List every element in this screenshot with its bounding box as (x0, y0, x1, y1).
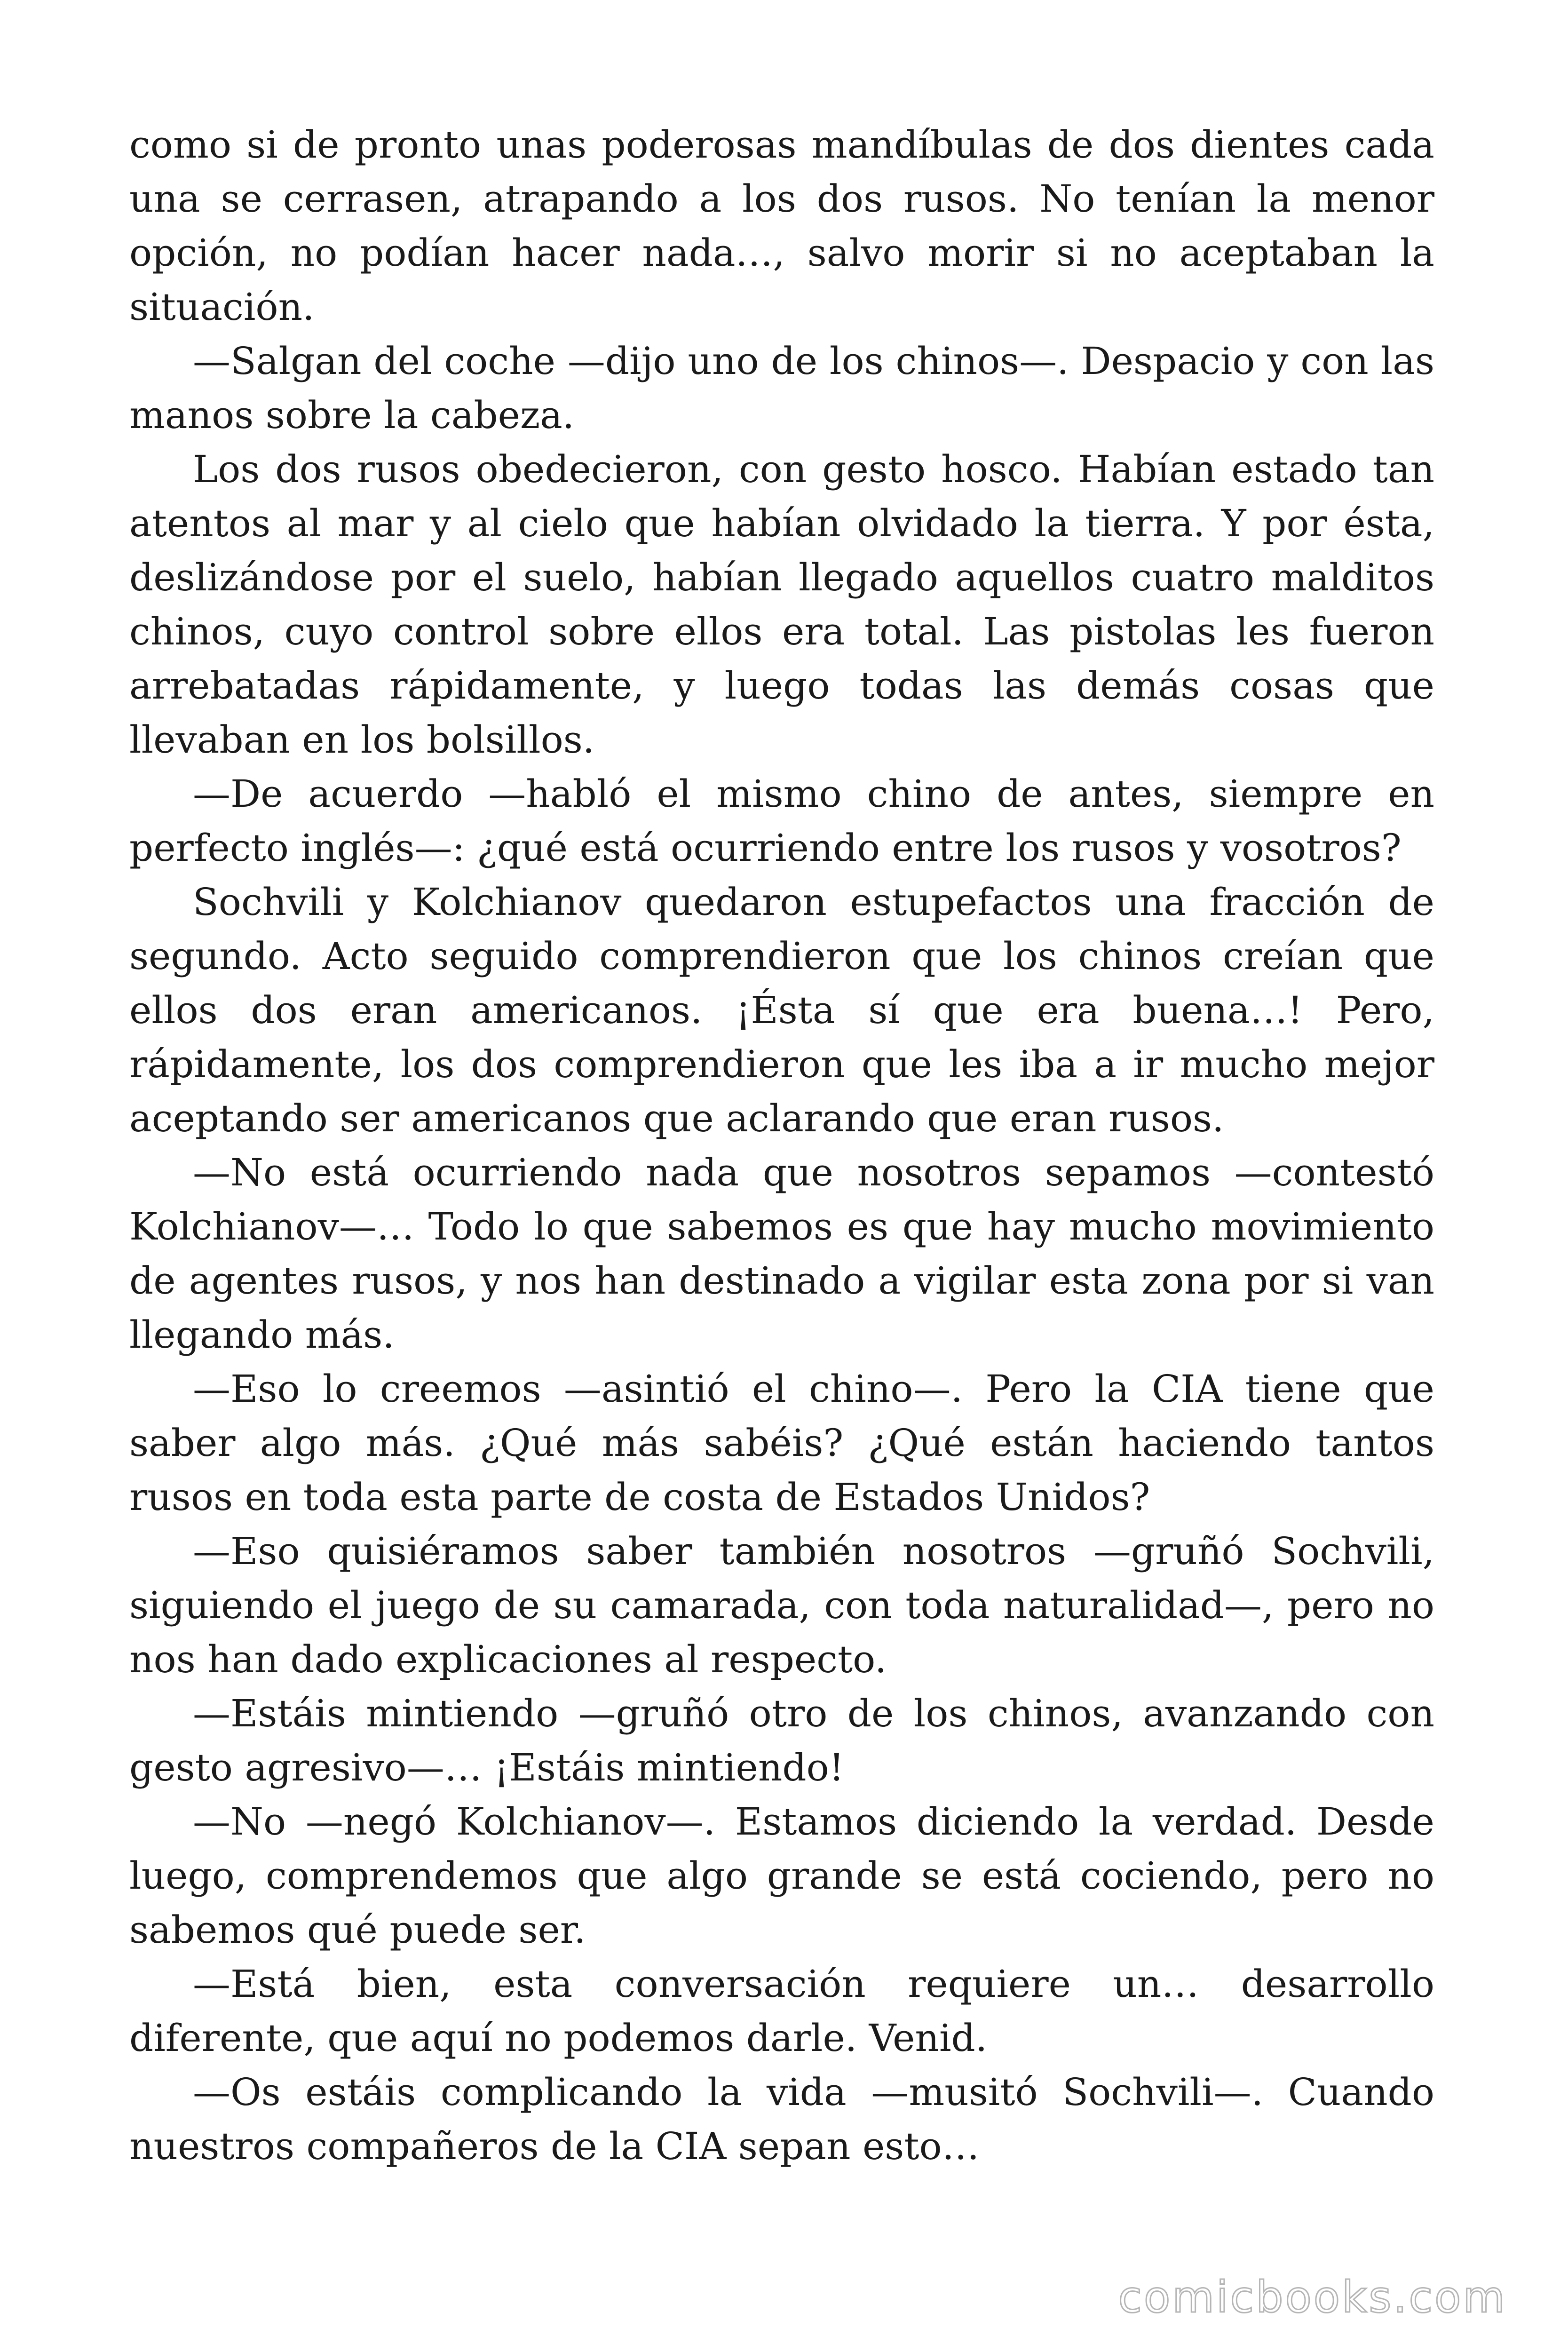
paragraph: Los dos rusos obedecieron, con gesto hosco. Habían estado tan atentos al mar y al cielo que habían olvidado la tierra. Y por ésta, deslizándose por el suelo, habían llegado aquellos cuatro malditos chinos, cuyo control sobre ellos era total. Las pistolas les fueron arrebatadas rápidamente, y luego todas las demás cosas que llevaban en los bolsillos. (129, 447, 1434, 762)
paragraph: —Está bien, esta conversación requiere un… desarrollo diferente, que aquí no podemos darle. Venid. (129, 1962, 1434, 2060)
paragraph: —No está ocurriendo nada que nosotros sepamos —contestó Kolchianov—… Todo lo que sabemos es que hay mucho movimiento de agentes rusos, y nos han destinado a vigilar esta zona por si van llegando más. (129, 1151, 1434, 1357)
paragraph: como si de pronto unas poderosas mandíbulas de dos dientes cada una se cerrasen, atrapando a los dos rusos. No tenían la menor opción, no podían hacer nada…, salvo morir si no aceptaban la situación. (129, 123, 1434, 329)
paragraph: —Salgan del coche —dijo uno de los chinos—. Despacio y con las manos sobre la cabeza. (129, 339, 1434, 437)
watermark: comicbooks.com (1118, 2272, 1507, 2322)
paragraph: —Estáis mintiendo —gruñó otro de los chinos, avanzando con gesto agresivo—… ¡Estáis mintiendo! (129, 1692, 1434, 1789)
paragraph: —De acuerdo —habló el mismo chino de antes, siempre en perfecto inglés—: ¿qué está ocurriendo entre los rusos y vosotros? (129, 772, 1434, 870)
paragraph: Sochvili y Kolchianov quedaron estupefactos una fracción de segundo. Acto seguido comprendieron que los chinos creían que ellos dos eran americanos. ¡Ésta sí que era buena…! Pero, rápidamente, los dos comprendieron que les iba a ir mucho mejor aceptando ser americanos que aclarando que eran rusos. (129, 880, 1434, 1140)
body-text (129, 118, 1434, 2173)
paragraph: —Eso quisiéramos saber también nosotros —gruñó Sochvili, siguiendo el juego de su camarada, con toda naturalidad—, pero no nos han dado explicaciones al respecto. (129, 1529, 1434, 1681)
paragraph: —Eso lo creemos —asintió el chino—. Pero la CIA tiene que saber algo más. ¿Qué más sabéis? ¿Qué están haciendo tantos rusos en toda esta parte de costa de Estados Unidos? (129, 1367, 1434, 1519)
paragraph: —Os estáis complicando la vida —musitó Sochvili—. Cuando nuestros compañeros de la CIA sepan esto… (129, 2070, 1434, 2168)
paragraph: —No —negó Kolchianov—. Estamos diciendo la verdad. Desde luego, comprendemos que algo grande se está cociendo, pero no sabemos qué puede ser. (129, 1800, 1434, 1952)
